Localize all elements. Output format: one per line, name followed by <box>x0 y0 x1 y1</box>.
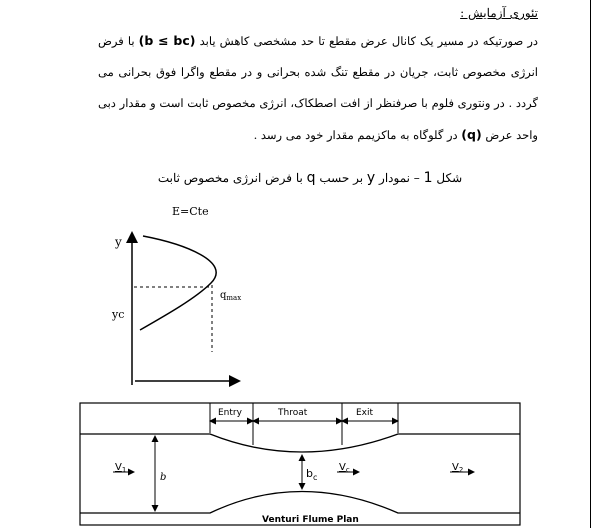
yc-label: yc <box>112 308 125 321</box>
throat-label: Throat <box>278 408 308 418</box>
entry-label: Entry <box>218 408 242 418</box>
paragraph-rest: با فرض انرژی مخصوص ثابت، جریان در مقطع تنگ شده بحرانی و در مقطع واگرا فوق بحرانی می گردد . در ونتوری فلوم با صرفنظر از افت اصطکاک، انرژی مخصوص ثابت است و مقدار دبی واحد عرض <box>98 34 538 142</box>
y-axis-label: y <box>115 235 122 249</box>
exit-label: Exit <box>356 408 374 418</box>
graph-title: E=Cte <box>172 205 209 218</box>
width-b-label: b <box>160 472 167 483</box>
qmax-label: $q_{max}$ <box>220 290 242 302</box>
paragraph-end: در گلوگاه به ماکزیمم مقدار خود می رسد . <box>253 128 458 142</box>
caption-middle: بر حسب <box>319 171 364 185</box>
caption-q: q <box>306 170 316 186</box>
lower-wall <box>80 492 520 514</box>
paragraph-condition: (b ≤ bc) <box>138 33 196 48</box>
velocity-v1-label: $V_1$ <box>115 462 127 474</box>
upper-wall <box>80 434 520 452</box>
paragraph-intro: در صورتیکه در مسیر یک کانال عرض مقطع تا حد مشخصی کاهش یابد <box>199 34 539 48</box>
width-bc-label: $b_c$ <box>306 467 318 482</box>
velocity-v2-label: $V_2$ <box>452 462 464 474</box>
caption-y: y <box>366 170 376 186</box>
caption-suffix: با فرض انرژی مخصوص ثابت <box>157 171 303 185</box>
caption-number: 1 <box>423 170 433 186</box>
caption-prefix: شکل <box>436 171 463 185</box>
plan-title: Venturi Flume Plan <box>262 515 359 525</box>
velocity-vc-label: $V_c$ <box>339 462 350 474</box>
section-heading: تئوری آزمایش : <box>460 6 538 20</box>
paragraph-q: (q) <box>461 127 482 142</box>
caption-dash: – نمودار <box>379 171 420 185</box>
